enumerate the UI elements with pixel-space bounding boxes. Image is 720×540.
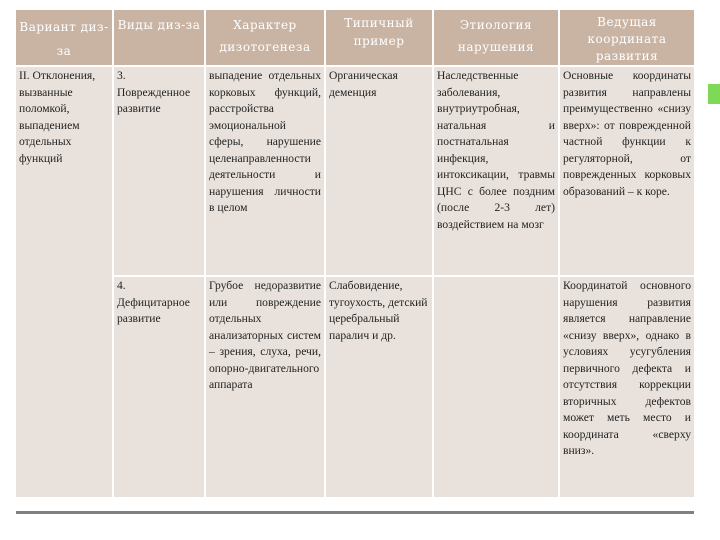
row2-example: Слабовидение, тугоухость, детский церебральный паралич и др.: [326, 277, 432, 497]
row1-coordinate: Основные координаты развития направлены преимущественно «снизу вверх»: от поврежденной частной функции к регуляторной, от поврежденных корковых образований – к коре.: [560, 67, 694, 275]
header-variant: Вариант диз-за: [16, 10, 112, 65]
row2-etiology: [434, 277, 558, 497]
header-types: Виды диз-за: [114, 10, 204, 65]
row1-example: Органическая деменция: [326, 67, 432, 275]
row1-character: выпадение отдельных корковых функций, расстройства эмоциональной сферы, нарушение целенаправленности деятельности и нарушения личности в целом: [206, 67, 324, 275]
header-coordinate: Ведущая координата развития: [560, 10, 694, 65]
header-example: Типичный пример: [326, 10, 432, 65]
header-etiology: Этиология нарушения: [434, 10, 558, 65]
dysontogenesis-table: [16, 10, 696, 493]
header-character: Характер дизотогенеза: [206, 10, 324, 65]
row1-etiology: Наследственные заболевания, внутриутробная, натальная и постнатальная инфекция, интоксикации, травмы ЦНС с более поздним (после 2-3 лет) воздействием на мозг: [434, 67, 558, 275]
row2-coordinate: Координатой основного нарушения развития является направление «снизу вверх», однако в условиях усугубления первичного дефекта и отсутствия коррекции вторичных дефектов может меть место и координата «сверху вниз».: [560, 277, 694, 497]
variant-cell: II. Отклонения, вызванные поломкой, выпадением отдельных функций: [16, 67, 112, 497]
row2-type: 4. Дефицитарное развитие: [114, 277, 204, 497]
green-accent-bar: [708, 84, 720, 104]
row1-type: 3. Поврежденное развитие: [114, 67, 204, 275]
row2-character: Грубое недоразвитие или повреждение отдельных анализаторных систем – зрения, слуха, речи, опорно-двигательного аппарата: [206, 277, 324, 497]
bottom-divider: [16, 511, 694, 514]
